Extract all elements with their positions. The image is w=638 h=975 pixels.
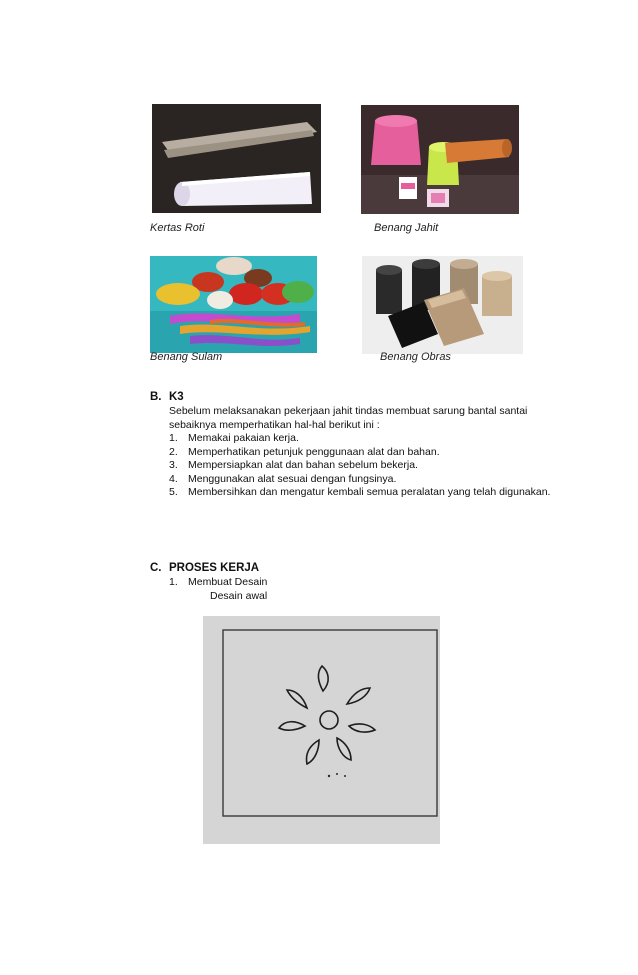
list-item [169,473,569,487]
list-item-number: 2. [169,445,178,458]
list-item-text: Memakai pakaian kerja. [188,432,299,444]
step-1-text: Membuat Desain [188,576,268,588]
section-b-intro [169,405,599,432]
section-b-intro-line2: sebaiknya memperhatikan hal-hal berikut ini : [169,418,380,431]
step-1-number: 1. [169,576,178,588]
caption-benang-obras: Benang Obras [380,351,451,363]
caption-benang-jahit: Benang Jahit [374,222,439,234]
photo-benang-obras [362,256,523,354]
list-item-text: Menggunakan alat sesuai dengan fungsinya. [188,472,397,485]
list-item [169,432,569,446]
caption-benang-sulam: Benang Sulam [150,351,223,363]
list-item-number: 3. [169,459,178,471]
list-item-number: 1. [169,432,178,444]
list-item [169,459,569,473]
section-c-title: PROSES KERJA [169,562,260,574]
list-item-number: 4. [169,472,178,485]
list-item-text: Membersihkan dan mengatur kembali semua peralatan yang telah digunakan. [188,486,551,498]
section-c-letter: C. [150,562,162,574]
photo-benang-jahit [361,105,519,214]
list-item [169,446,569,460]
caption-kertas-roti: Kertas Roti [150,222,205,234]
subheading-desain-awal: Desain awal [210,590,268,602]
photo-kertas-roti [152,104,321,213]
photo-benang-sulam [150,256,317,353]
list-item-number: 5. [169,486,178,498]
list-item-text: Mempersiapkan alat dan bahan sebelum bekerja. [188,459,418,471]
list-item [169,486,558,500]
section-b-title: K3 [169,391,184,403]
section-b-intro-line1: Sebelum melaksanakan pekerjaan jahit tindas membuat sarung bantal santai [169,405,528,417]
section-b-letter: B. [150,391,162,403]
photo-desain-awal-sketch [203,616,440,844]
list-item-text: Memperhatikan petunjuk penggunaan alat dan bahan. [188,445,440,458]
k3-list [169,432,569,500]
